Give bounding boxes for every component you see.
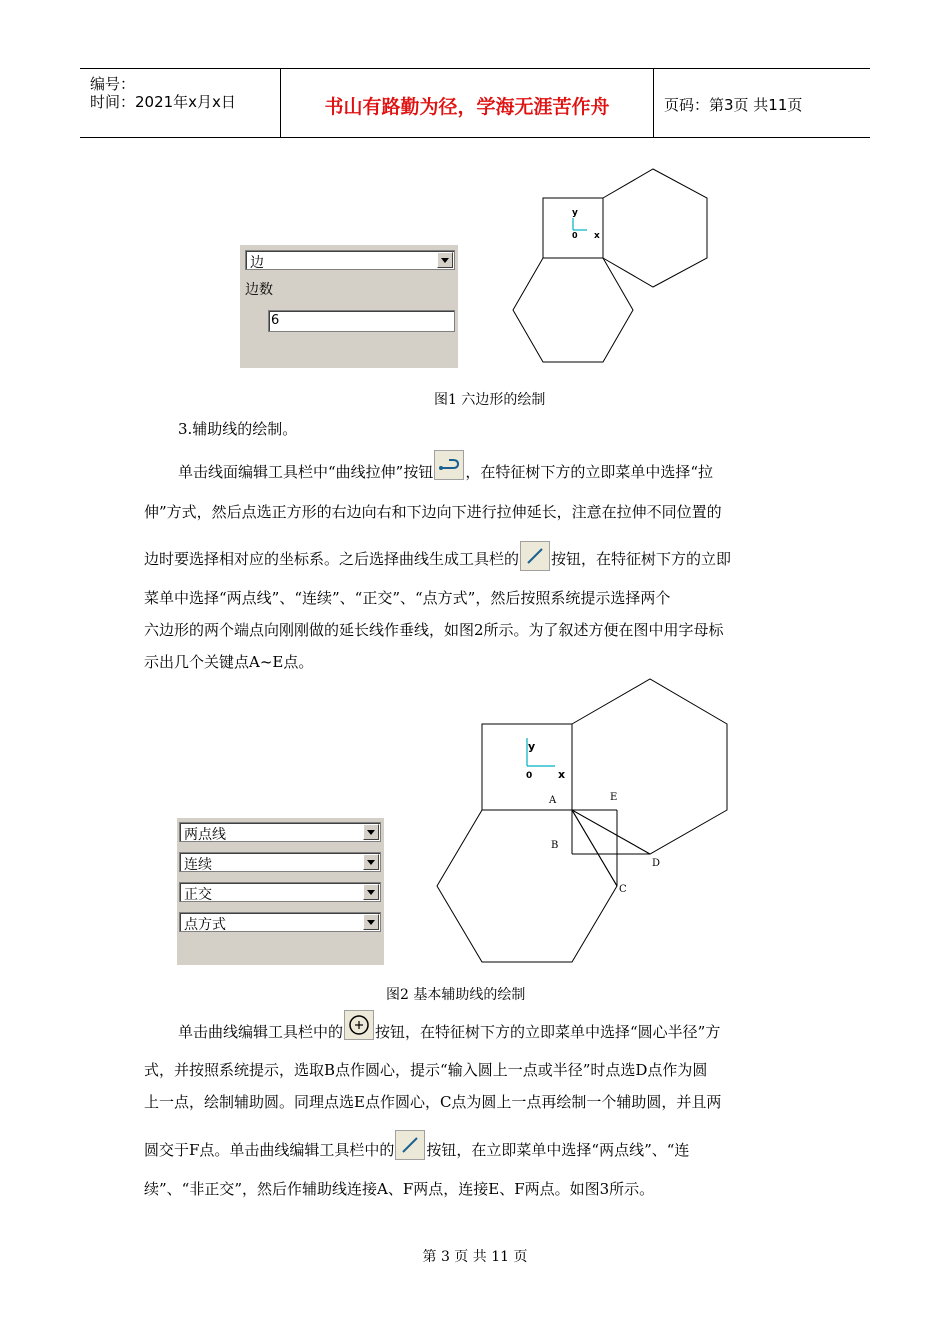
p1-text-b: ，在特征树下方的立即菜单中选择“拉 xyxy=(465,463,714,481)
chevron-down-icon[interactable] xyxy=(363,854,379,870)
p1-text-a: 单击线面编辑工具栏中“曲线拉伸”按钮 xyxy=(178,463,434,481)
p2-line1-a: 单击曲线编辑工具栏中的 xyxy=(178,1023,344,1041)
curve-stretch-icon xyxy=(435,451,463,479)
square xyxy=(482,724,572,810)
axis-origin-label: 0 xyxy=(572,231,578,240)
circle-tool-button[interactable] xyxy=(344,1010,374,1040)
p2-line4-a: 圆交于F点。单击曲线编辑工具栏中的 xyxy=(144,1141,395,1159)
axis-icon xyxy=(573,218,587,230)
header-slogan-cell xyxy=(281,69,654,137)
continuity-value: 连续 xyxy=(184,857,212,873)
section-title: 3.辅助线的绘制。 xyxy=(178,420,298,438)
p2-line1-b: 按钮，在特征树下方的立即菜单中选择“圆心半径”方 xyxy=(375,1023,721,1041)
point-mode-select[interactable] xyxy=(179,912,381,932)
number-label: 编号： xyxy=(90,75,136,93)
polygon-mode-value: 边 xyxy=(250,255,264,271)
chevron-down-icon[interactable] xyxy=(363,884,379,900)
aux-line-6 xyxy=(572,810,617,886)
paragraph2-line2: 式，并按照系统提示，选取B点作圆心，提示“输入圆上一点或半径”时点选D点作为圆 xyxy=(144,1061,708,1079)
chevron-down-icon[interactable] xyxy=(363,824,379,840)
point-label-E: E xyxy=(610,792,618,803)
point-label-D: D xyxy=(652,858,661,869)
paragraph1-line3 xyxy=(144,545,731,575)
axis-x-label: x xyxy=(594,231,600,241)
orthogonal-select[interactable] xyxy=(179,882,381,902)
curve-stretch-button[interactable] xyxy=(434,450,464,480)
hexagon-right xyxy=(572,679,727,854)
header-info-cell xyxy=(80,69,281,137)
continuity-select[interactable] xyxy=(179,852,381,872)
line-tool-icon xyxy=(521,542,549,570)
page-label: 页码：第3页 共11页 xyxy=(664,96,803,114)
p2-line4-b: 按钮，在立即菜单中选择“两点线”、“连 xyxy=(426,1141,690,1159)
header-page-cell xyxy=(654,69,870,137)
polygon-mode-select[interactable] xyxy=(245,250,455,270)
line-type-value: 两点线 xyxy=(184,827,226,843)
figure1-caption: 图1 六边形的绘制 xyxy=(434,392,546,408)
line-type-select[interactable] xyxy=(179,822,381,842)
polygon-property-panel xyxy=(240,245,458,368)
paragraph1-line4: 菜单中选择“两点线”、“连续”、“正交”、“点方式”，然后按照系统提示选择两个 xyxy=(144,589,671,607)
side-count-label: 边数 xyxy=(245,282,273,298)
line-property-panel xyxy=(177,818,384,965)
p1-line3-b: 按钮，在特征树下方的立即 xyxy=(551,550,732,568)
slogan: 书山有路勤为径，学海无涯苦作舟 xyxy=(324,96,610,118)
paragraph2-line4 xyxy=(144,1136,689,1166)
axis-y-label: y xyxy=(572,208,578,218)
hexagon-bottom xyxy=(513,258,633,362)
p1-line3-a: 边时要选择相对应的坐标系。之后选择曲线生成工具栏的 xyxy=(144,550,520,568)
paragraph1-line2: 伸”方式，然后点选正方形的右边向右和下边向下进行拉伸延长，注意在拉伸不同位置的 xyxy=(144,503,722,521)
line-tool-icon xyxy=(396,1131,424,1159)
chevron-down-icon[interactable] xyxy=(437,252,453,268)
figure2-caption: 图2 基本辅助线的绘制 xyxy=(386,987,526,1003)
point-label-C: C xyxy=(619,884,627,895)
point-label-A: A xyxy=(549,795,557,806)
paragraph2-line5: 续”、“非正交”，然后作辅助线连接A、F两点，连接E、F两点。如图3所示。 xyxy=(144,1180,655,1198)
paragraph1-line5: 六边形的两个端点向刚刚做的延长线作垂线，如图2所示。为了叙述方便在图中用字母标 xyxy=(144,621,724,639)
paragraph1-line6: 示出几个关键点A~E点。 xyxy=(144,653,314,671)
side-count-value: 6 xyxy=(271,313,280,328)
point-mode-value: 点方式 xyxy=(184,917,226,933)
page-header xyxy=(80,68,870,138)
side-count-input[interactable] xyxy=(268,310,455,332)
hexagon-drawing xyxy=(505,160,720,370)
chevron-down-icon[interactable] xyxy=(363,914,379,930)
paragraph1-line1 xyxy=(178,458,713,488)
auxiliary-line-drawing xyxy=(430,672,735,967)
axis-x-label: x xyxy=(558,768,566,781)
paragraph2-line3: 上一点，绘制辅助圆。同理点选E点作圆心，C点为圆上一点再绘制一个辅助圆，并且两 xyxy=(144,1093,722,1111)
date-label: 时间：2021年x月x日 xyxy=(90,93,236,111)
circle-icon xyxy=(345,1011,373,1039)
aux-line-5 xyxy=(572,810,650,854)
axis-y-label: y xyxy=(528,740,536,753)
point-label-B: B xyxy=(551,840,559,851)
hexagon-right xyxy=(603,169,707,287)
paragraph2-line1 xyxy=(178,1018,720,1048)
hexagon-bottom xyxy=(437,810,617,962)
line-tool-button[interactable] xyxy=(395,1130,425,1160)
orthogonal-value: 正交 xyxy=(184,887,212,903)
line-tool-button[interactable] xyxy=(520,541,550,571)
page-footer: 第 3 页 共 11 页 xyxy=(422,1249,528,1265)
axis-origin-label: 0 xyxy=(526,771,533,781)
